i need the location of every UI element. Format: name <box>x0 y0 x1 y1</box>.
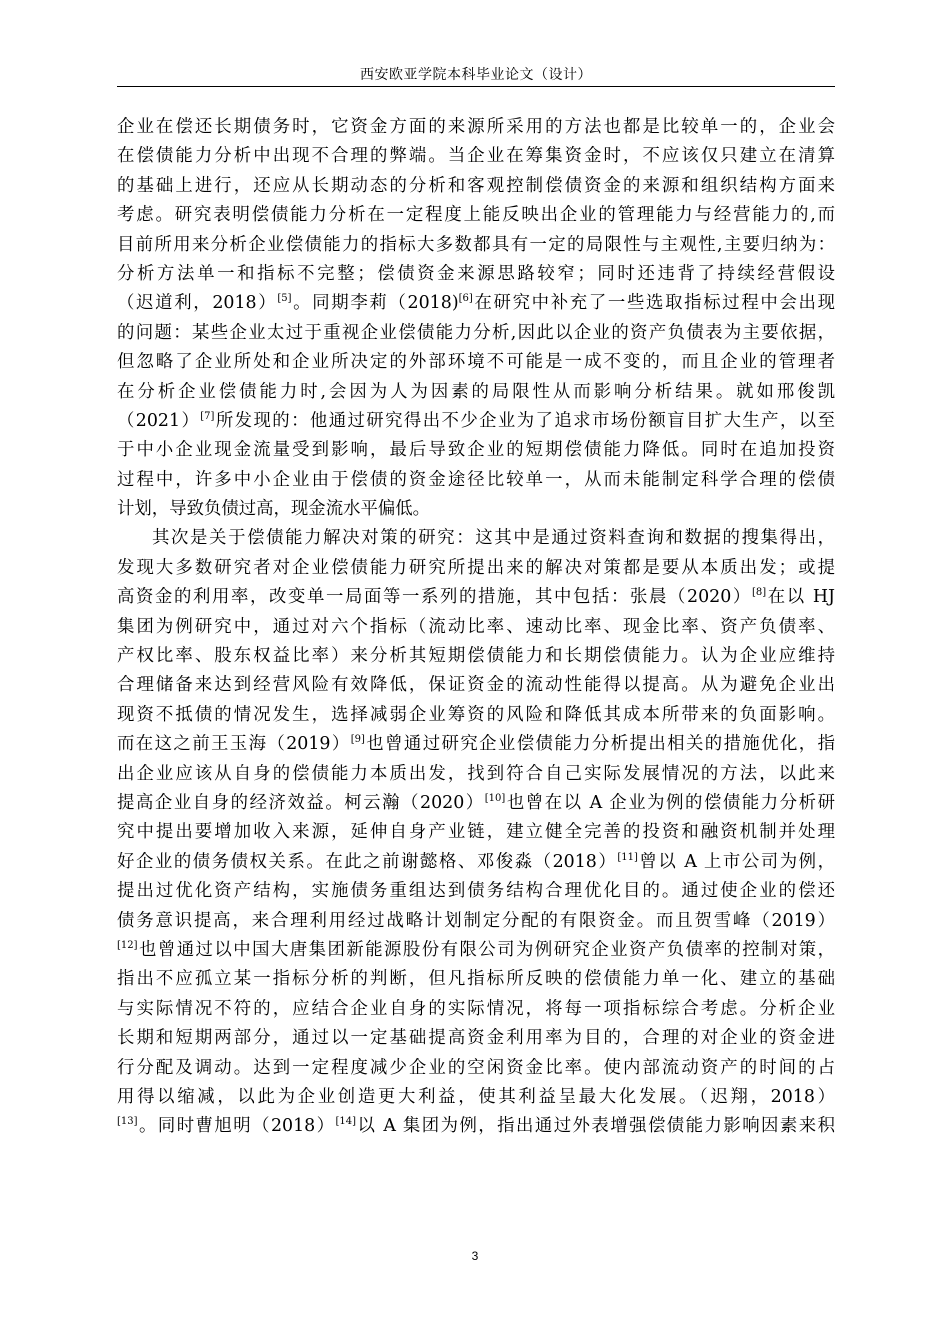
citation-marker: [9] <box>350 734 365 746</box>
text-line <box>117 818 835 847</box>
text-line <box>117 172 835 201</box>
citation-marker: [11] <box>617 851 638 863</box>
text-line <box>117 965 835 994</box>
text-line <box>117 554 835 583</box>
text-line <box>117 289 835 318</box>
text-segment: 与实际情况不符的，应结合企业自身的实际情况，将每一项指标综合考虑。分析企业 <box>117 998 835 1019</box>
text-segment: 指出不应孤立某一指标分析的判断，但凡指标所反映的偿债能力单一化、建立的基础 <box>117 969 835 990</box>
text-segment: 提高企业自身的经济效益。柯云瀚（2020） <box>117 792 485 813</box>
text-line <box>117 642 835 671</box>
text-segment: 在研究中补充了一些选取指标过程中会出现 <box>472 293 835 314</box>
text-segment: 集团为例研究中，通过对六个指标（流动比率、速动比率、现金比率、资产负债率、 <box>117 616 835 637</box>
text-segment: 在分析企业偿债能力时,会因为人为因素的局限性从而影响分析结果。就如邢俊凯 <box>117 381 835 402</box>
text-segment: 以 A 集团为例，指出通过外表增强偿债能力影响因素来积 <box>356 1116 835 1137</box>
text-segment: 也曾通过以中国大唐集团新能源股份有限公司为例研究企业资产负债率的控制对策， <box>137 939 835 960</box>
text-segment: 现资不抵债的情况发生，选择减弱企业筹资的风险和降低其成本所带来的负面影响。 <box>117 704 835 725</box>
text-line <box>117 907 835 936</box>
text-segment: 。同时曹旭明（2018） <box>137 1116 336 1137</box>
running-header: 西安欧亚学院本科毕业论文（设计） <box>360 67 592 83</box>
text-line <box>117 848 835 877</box>
citation-marker: [6] <box>458 293 473 305</box>
text-line <box>117 1083 835 1112</box>
text-segment: 在以 HJ <box>766 587 836 608</box>
text-line <box>117 1112 835 1141</box>
text-segment: 也曾在以 A 企业为例的偿债能力分析研 <box>505 792 835 813</box>
text-segment: 债务意识提高，来合理利用经过战略计划制定分配的有限资金。而且贺雪峰（2019） <box>117 910 835 931</box>
text-segment: 考虑。研究表明偿债能力分析在一定程度上能反映出企业的管理能力与经营能力的,而 <box>117 205 835 226</box>
text-segment: 其次是关于偿债能力解决对策的研究：这其中是通过资料查询和数据的搜集得出， <box>152 528 835 549</box>
text-line <box>117 260 835 289</box>
text-segment: （2021） <box>117 410 201 431</box>
text-segment: 在偿债能力分析中出现不合理的弊端。当企业在筹集资金时，不应该仅只建立在清算 <box>117 146 835 167</box>
text-line <box>117 466 835 495</box>
text-segment: 的基础上进行，还应从长期动态的分析和客观控制偿债资金的来源和组织结构方面来 <box>117 175 835 196</box>
text-line <box>117 789 835 818</box>
text-segment: 发现大多数研究者对企业偿债能力研究所提出来的解决对策都是要从本质出发；或提 <box>117 557 835 578</box>
text-segment: 计划，导致负债过高，现金流水平偏低。 <box>117 499 431 520</box>
text-line <box>117 378 835 407</box>
text-segment: 产权比率、股东权益比率）来分析其短期偿债能力和长期偿债能力。认为企业应维持 <box>117 646 835 667</box>
text-line <box>117 1024 835 1053</box>
text-line <box>117 436 835 465</box>
text-line <box>117 142 835 171</box>
text-segment: 曾以 A 上市公司为例， <box>637 851 835 872</box>
text-segment: （迟道利，2018） <box>117 293 278 314</box>
text-segment: 分析方法单一和指标不完整；偿债资金来源思路较窄；同时还违背了持续经营假设 <box>117 263 835 284</box>
text-line <box>117 583 835 612</box>
text-segment: 但忽略了企业所处和企业所决定的外部环境不可能是一成不变的，而且企业的管理者 <box>117 352 835 373</box>
citation-marker: [10] <box>484 792 506 804</box>
text-line <box>117 319 835 348</box>
text-line <box>117 671 835 700</box>
text-segment: 究中提出要增加收入来源，延伸自身产业链，建立健全完善的投资和融资机制并处理 <box>117 822 835 843</box>
text-segment: 而在这之前王玉海（2019） <box>117 734 351 755</box>
citation-marker: [14] <box>335 1116 357 1128</box>
text-segment: 好企业的债务债权关系。在此之前谢懿格、邓俊淼（2018） <box>117 851 618 872</box>
page-number: 3 <box>471 1249 479 1263</box>
text-line <box>117 701 835 730</box>
text-line <box>117 495 835 524</box>
text-line <box>117 231 835 260</box>
text-segment: 企业在偿还长期债务时，它资金方面的来源所采用的方法也都是比较单一的，企业会 <box>117 117 835 137</box>
text-line <box>117 1054 835 1083</box>
text-segment: 提出过优化资产结构，实施债务重组达到债务结构合理优化目的。通过使企业的偿还 <box>117 881 835 902</box>
citation-marker: [7] <box>200 410 215 422</box>
text-segment: 长期和短期两部分，通过以一定基础提高资金利用率为目的，合理的对企业的资金进 <box>117 1028 835 1049</box>
text-segment: 过程中，许多中小企业由于偿债的资金途径比较单一，从而未能制定科学合理的偿债 <box>117 469 835 490</box>
text-line <box>117 995 835 1024</box>
text-segment: 目前所用来分析企业偿债能力的指标大多数都具有一定的局限性与主观性,主要归纳为： <box>117 234 835 255</box>
text-segment: 高资金的利用率，改变单一局面等一系列的措施，其中包括：张晨（2020） <box>117 587 752 608</box>
text-line <box>117 877 835 906</box>
citation-marker: [5] <box>277 293 292 305</box>
text-line <box>117 201 835 230</box>
header-divider <box>117 86 835 87</box>
text-segment: 所发现的：他通过研究得出不少企业为了追求市场份额盲目扩大生产，以至 <box>214 410 835 431</box>
text-segment: 行分配及调动。达到一定程度减少企业的空闲资金比率。使内部流动资产的时间的占 <box>117 1057 835 1078</box>
text-line <box>117 613 835 642</box>
citation-marker: [8] <box>751 587 767 599</box>
text-segment: 于中小企业现金流量受到影响，最后导致企业的短期偿债能力降低。同时在追加投资 <box>117 440 835 461</box>
body-text <box>117 113 835 1142</box>
text-line <box>117 407 835 436</box>
text-line <box>117 730 835 759</box>
text-segment: 的问题：某些企业太过于重视企业偿债能力分析,因此以企业的资产负债表为主要依据， <box>117 322 835 343</box>
citation-marker: [12] <box>117 939 138 951</box>
text-line <box>117 936 835 965</box>
citation-marker: [13] <box>117 1116 138 1128</box>
text-line <box>117 524 835 553</box>
text-line <box>117 348 835 377</box>
text-segment: 也曾通过研究企业偿债能力分析提出相关的措施优化，指 <box>364 734 835 755</box>
text-segment: 合理储备来达到经营风险有效降低，保证资金的流动性能得以提高。从为避免企业出 <box>117 675 835 696</box>
text-line <box>117 113 835 142</box>
text-segment: 。同期李莉（2018) <box>291 293 459 314</box>
text-line <box>117 760 835 789</box>
text-segment: 出企业应该从自身的偿债能力本质出发，找到符合自己实际发展情况的方法，以此来 <box>117 763 835 784</box>
text-segment: 用得以缩减，以此为企业创造更大利益，使其利益呈最大化发展。（迟翔，2018） <box>117 1086 835 1107</box>
